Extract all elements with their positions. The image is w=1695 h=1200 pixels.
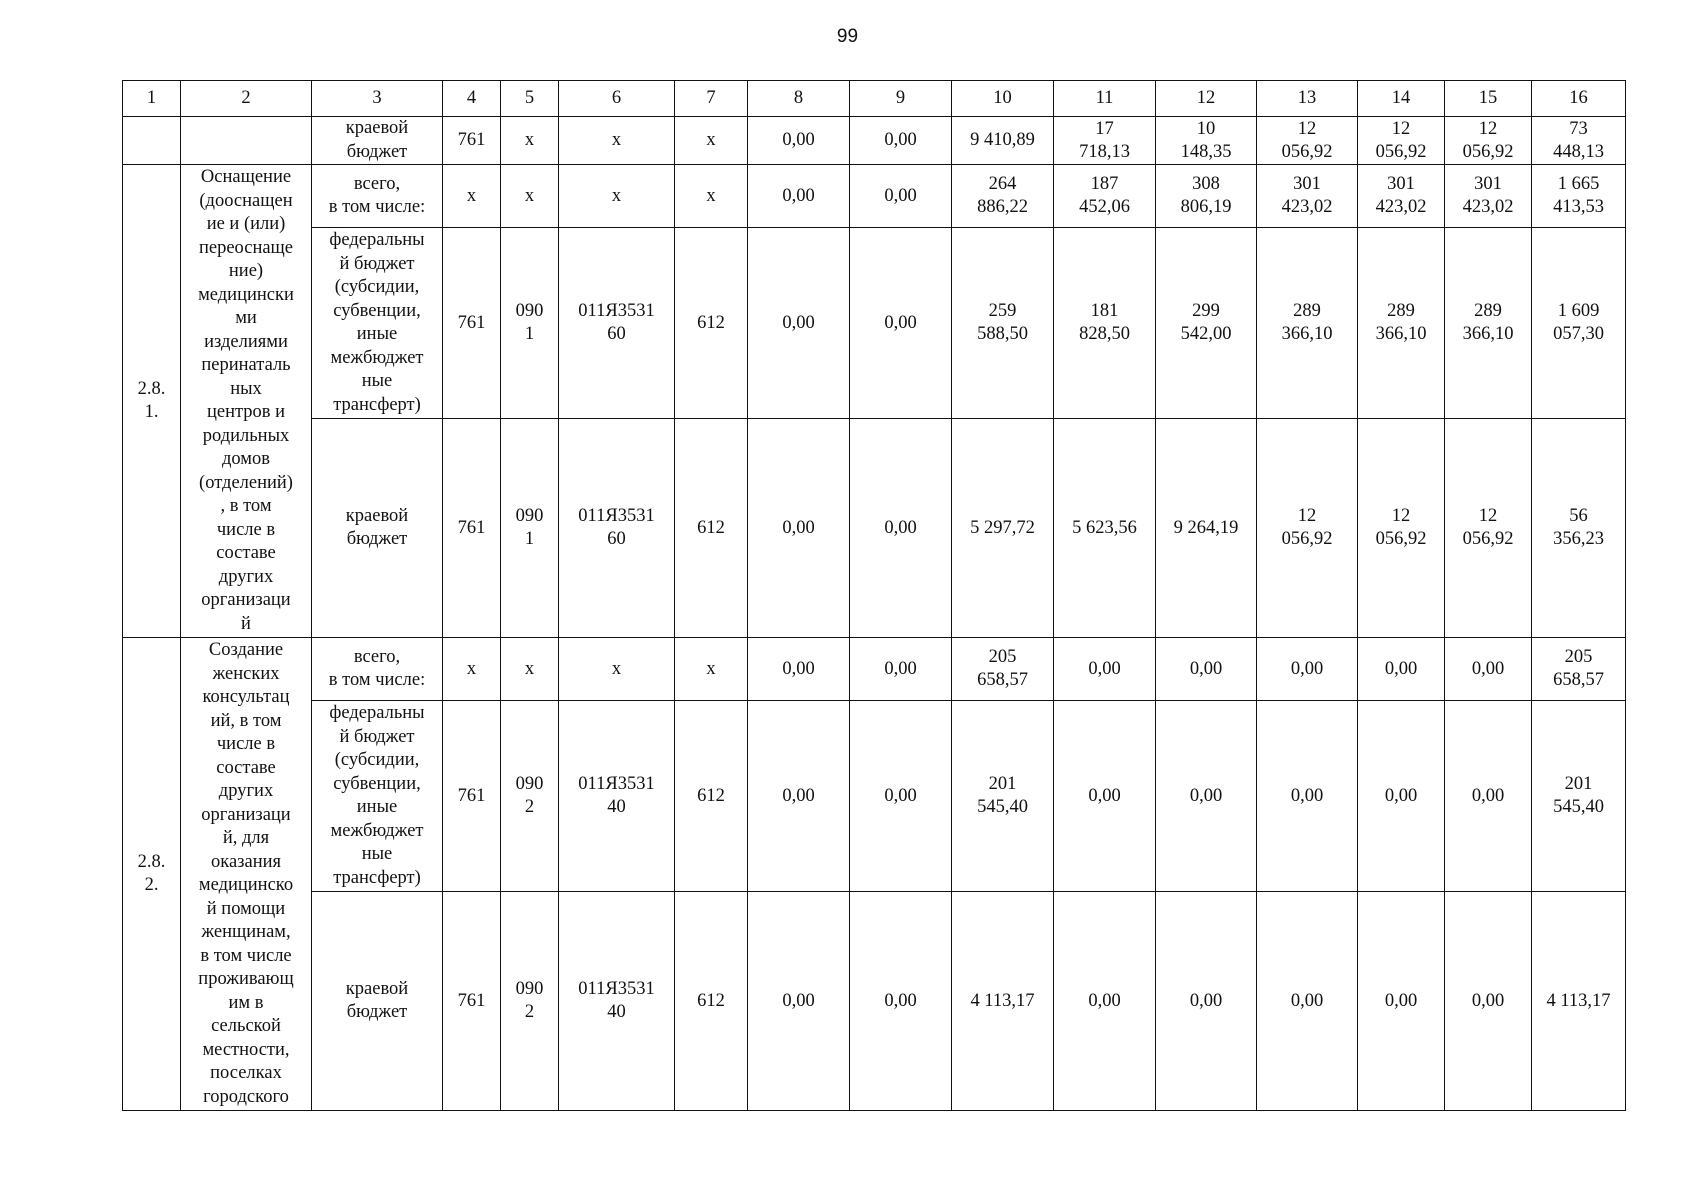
cell-c7: х — [675, 165, 748, 228]
cell-c14: 0,00 — [1358, 892, 1445, 1111]
cell-c11: 5 623,56 — [1054, 419, 1156, 638]
cell-c16: 73 448,13 — [1532, 117, 1626, 165]
cell-c16: 56 356,23 — [1532, 419, 1626, 638]
cell-c6: 011Я3531 40 — [559, 892, 675, 1111]
header-cell: 11 — [1054, 81, 1156, 117]
budget-table — [122, 80, 1626, 1111]
header-row — [123, 81, 1626, 117]
cell-c13: 0,00 — [1257, 892, 1358, 1111]
header-cell: 6 — [559, 81, 675, 117]
cell-c4: х — [443, 638, 501, 701]
cell-c8: 0,00 — [748, 228, 850, 419]
funding-source-cell: всего, в том числе: — [312, 165, 443, 228]
item-name-cell — [181, 117, 312, 165]
funding-source-cell: краевой бюджет — [312, 117, 443, 165]
cell-c4: 761 — [443, 419, 501, 638]
cell-c14: 12 056,92 — [1358, 117, 1445, 165]
cell-c10: 5 297,72 — [952, 419, 1054, 638]
cell-c12: 0,00 — [1156, 701, 1257, 892]
cell-c15: 0,00 — [1445, 638, 1532, 701]
cell-c12: 308 806,19 — [1156, 165, 1257, 228]
cell-c9: 0,00 — [850, 701, 952, 892]
header-cell: 4 — [443, 81, 501, 117]
cell-c11: 187 452,06 — [1054, 165, 1156, 228]
table-row — [123, 638, 1626, 701]
cell-c11: 17 718,13 — [1054, 117, 1156, 165]
cell-c12: 10 148,35 — [1156, 117, 1257, 165]
cell-c13: 0,00 — [1257, 701, 1358, 892]
cell-c14: 0,00 — [1358, 638, 1445, 701]
cell-c8: 0,00 — [748, 701, 850, 892]
header-cell: 15 — [1445, 81, 1532, 117]
cell-c11: 181 828,50 — [1054, 228, 1156, 419]
cell-c15: 0,00 — [1445, 701, 1532, 892]
cell-c11: 0,00 — [1054, 638, 1156, 701]
cell-c6: х — [559, 638, 675, 701]
cell-c16: 1 665 413,53 — [1532, 165, 1626, 228]
cell-c15: 301 423,02 — [1445, 165, 1532, 228]
cell-c4: х — [443, 165, 501, 228]
cell-c16: 4 113,17 — [1532, 892, 1626, 1111]
header-cell: 13 — [1257, 81, 1358, 117]
cell-c15: 289 366,10 — [1445, 228, 1532, 419]
header-cell: 3 — [312, 81, 443, 117]
header-cell: 1 — [123, 81, 181, 117]
cell-c5: 090 2 — [501, 701, 559, 892]
page-number: 99 — [836, 26, 859, 47]
header-cell: 2 — [181, 81, 312, 117]
cell-c13: 12 056,92 — [1257, 117, 1358, 165]
cell-c5: х — [501, 165, 559, 228]
table-row — [123, 117, 1626, 165]
cell-c13: 289 366,10 — [1257, 228, 1358, 419]
cell-c9: 0,00 — [850, 117, 952, 165]
table-row — [123, 892, 1626, 1111]
funding-source-cell: всего, в том числе: — [312, 638, 443, 701]
cell-c9: 0,00 — [850, 638, 952, 701]
funding-source-cell: федеральны й бюджет (субсидии, субвенции, иные межбюджет ные трансферт) — [312, 228, 443, 419]
cell-c14: 0,00 — [1358, 701, 1445, 892]
cell-c15: 12 056,92 — [1445, 419, 1532, 638]
header-cell: 7 — [675, 81, 748, 117]
table-row — [123, 419, 1626, 638]
cell-c10: 264 886,22 — [952, 165, 1054, 228]
cell-c12: 0,00 — [1156, 892, 1257, 1111]
cell-c5: 090 1 — [501, 228, 559, 419]
funding-source-cell: краевой бюджет — [312, 892, 443, 1111]
cell-c4: 761 — [443, 701, 501, 892]
cell-c15: 0,00 — [1445, 892, 1532, 1111]
table-row — [123, 228, 1626, 419]
cell-c8: 0,00 — [748, 892, 850, 1111]
row-number-cell: 2.8. 1. — [123, 165, 181, 638]
cell-c11: 0,00 — [1054, 701, 1156, 892]
cell-c14: 301 423,02 — [1358, 165, 1445, 228]
cell-c10: 201 545,40 — [952, 701, 1054, 892]
cell-c14: 289 366,10 — [1358, 228, 1445, 419]
cell-c6: х — [559, 165, 675, 228]
cell-c9: 0,00 — [850, 228, 952, 419]
cell-c16: 1 609 057,30 — [1532, 228, 1626, 419]
item-name-cell: Оснащение (дооснащен ие и (или) переоснаще ние) медицински ми изделиями перинаталь ных центров и родильных домов (отделений) , в том числе в составе других организаци й — [181, 165, 312, 638]
cell-c10: 205 658,57 — [952, 638, 1054, 701]
cell-c15: 12 056,92 — [1445, 117, 1532, 165]
cell-c4: 761 — [443, 117, 501, 165]
cell-c12: 299 542,00 — [1156, 228, 1257, 419]
header-cell: 8 — [748, 81, 850, 117]
cell-c10: 259 588,50 — [952, 228, 1054, 419]
cell-c12: 0,00 — [1156, 638, 1257, 701]
cell-c7: х — [675, 638, 748, 701]
funding-source-cell: федеральны й бюджет (субсидии, субвенции, иные межбюджет ные трансферт) — [312, 701, 443, 892]
cell-c7: 612 — [675, 892, 748, 1111]
cell-c8: 0,00 — [748, 165, 850, 228]
cell-c7: 612 — [675, 701, 748, 892]
cell-c9: 0,00 — [850, 892, 952, 1111]
cell-c6: 011Я3531 60 — [559, 228, 675, 419]
cell-c6: х — [559, 117, 675, 165]
cell-c6: 011Я3531 40 — [559, 701, 675, 892]
cell-c5: 090 1 — [501, 419, 559, 638]
cell-c4: 761 — [443, 892, 501, 1111]
cell-c11: 0,00 — [1054, 892, 1156, 1111]
table-row — [123, 701, 1626, 892]
cell-c10: 9 410,89 — [952, 117, 1054, 165]
header-cell: 16 — [1532, 81, 1626, 117]
funding-source-cell: краевой бюджет — [312, 419, 443, 638]
cell-c7: х — [675, 117, 748, 165]
cell-c6: 011Я3531 60 — [559, 419, 675, 638]
row-number-cell: 2.8. 2. — [123, 638, 181, 1111]
row-number-cell — [123, 117, 181, 165]
cell-c12: 9 264,19 — [1156, 419, 1257, 638]
cell-c8: 0,00 — [748, 419, 850, 638]
cell-c7: 612 — [675, 228, 748, 419]
cell-c10: 4 113,17 — [952, 892, 1054, 1111]
cell-c8: 0,00 — [748, 638, 850, 701]
header-cell: 9 — [850, 81, 952, 117]
cell-c14: 12 056,92 — [1358, 419, 1445, 638]
cell-c13: 0,00 — [1257, 638, 1358, 701]
cell-c9: 0,00 — [850, 419, 952, 638]
cell-c4: 761 — [443, 228, 501, 419]
cell-c13: 12 056,92 — [1257, 419, 1358, 638]
cell-c7: 612 — [675, 419, 748, 638]
table-row — [123, 165, 1626, 228]
item-name-cell: Создание женских консультац ий, в том числе в составе других организаци й, для оказания медицинско й помощи женщинам, в том числе проживающ им в сельской местности, поселках городского — [181, 638, 312, 1111]
cell-c13: 301 423,02 — [1257, 165, 1358, 228]
cell-c9: 0,00 — [850, 165, 952, 228]
header-cell: 5 — [501, 81, 559, 117]
header-cell: 12 — [1156, 81, 1257, 117]
cell-c8: 0,00 — [748, 117, 850, 165]
cell-c5: 090 2 — [501, 892, 559, 1111]
header-cell: 14 — [1358, 81, 1445, 117]
header-cell: 10 — [952, 81, 1054, 117]
cell-c5: х — [501, 117, 559, 165]
cell-c16: 201 545,40 — [1532, 701, 1626, 892]
cell-c16: 205 658,57 — [1532, 638, 1626, 701]
cell-c5: х — [501, 638, 559, 701]
